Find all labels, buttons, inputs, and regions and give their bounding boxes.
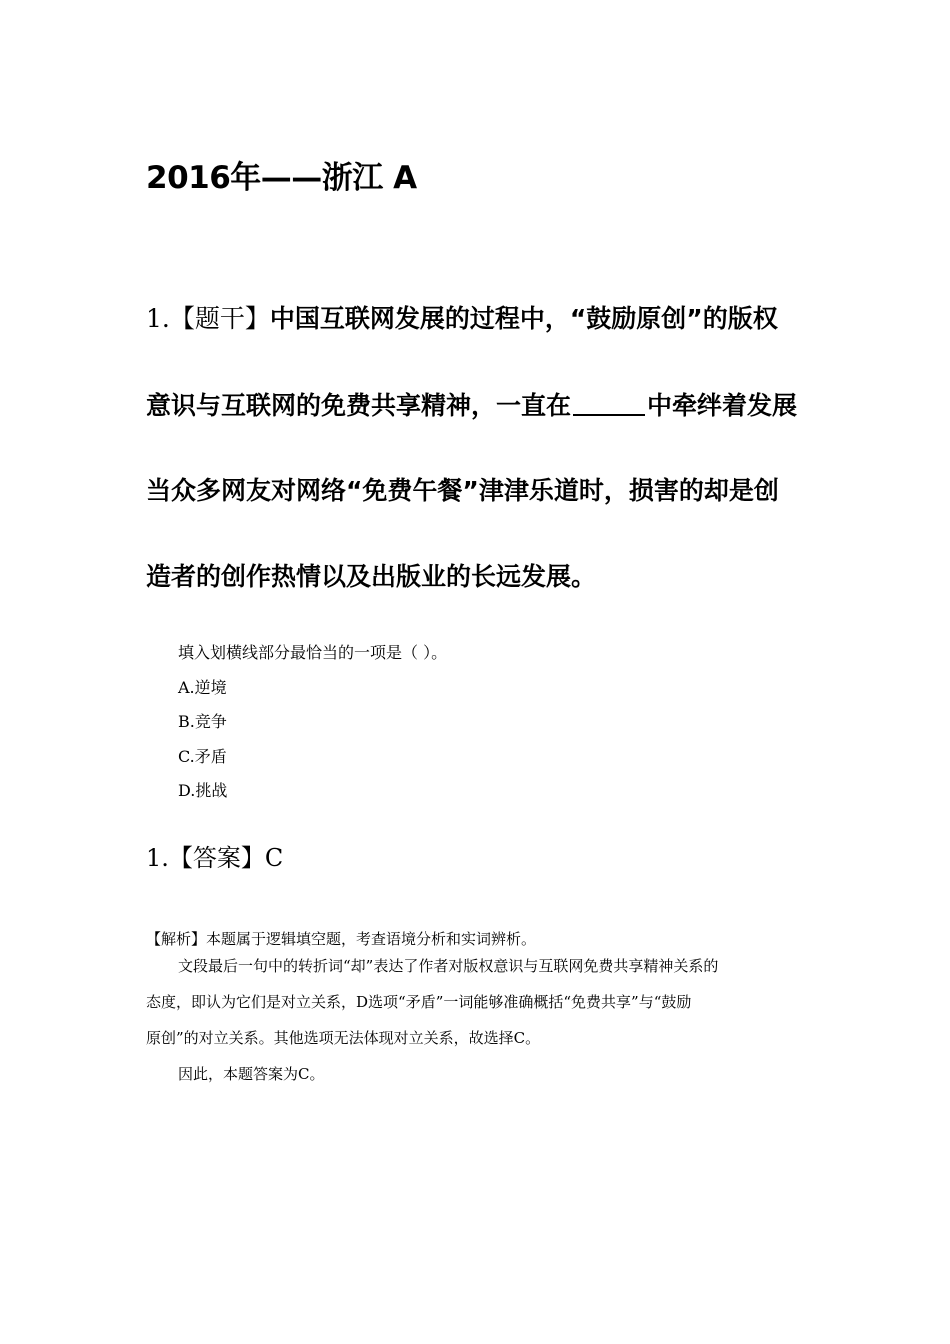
option-c: C.矛盾 — [178, 747, 227, 766]
question-stem-line — [146, 388, 816, 423]
analysis-heading: 【解析】本题属于逻辑填空题，考查语境分析和实词辨析。 — [146, 930, 537, 948]
question-stem-text: 意识与互联网的免费共享精神，一直在 — [146, 391, 572, 420]
analysis-paragraph-line: 态度，即认为它们是对立关系，D选项“矛盾”一词能够准确概括“免费共享”与“鼓励 — [146, 993, 692, 1011]
question-tag: 【题干】 — [169, 304, 270, 333]
question-stem-line: 造者的创作热情以及出版业的长远发展。 — [146, 562, 597, 591]
question-stem-line — [146, 302, 816, 336]
answer-value: C — [264, 844, 284, 872]
option-d: D.挑战 — [178, 781, 228, 800]
question-stem-text: 中国互联网发展的过程中，“鼓励原创”的版权 — [269, 304, 778, 333]
analysis-paragraph-line: 原创”的对立关系。其他选项无法体现对立关系，故选择C。 — [146, 1029, 541, 1047]
option-a: A.逆境 — [178, 678, 227, 697]
page-title: 2016年——浙江 A — [146, 160, 417, 196]
question-stem-text: 中牵绊着发展 — [647, 391, 798, 420]
analysis-paragraph-line: 文段最后一句中的转折词“却”表达了作者对版权意识与互联网免费共享精神关系的 — [178, 957, 719, 975]
option-b: B.竞争 — [178, 712, 227, 731]
answer-number: 1. — [146, 844, 169, 872]
answer-tag: 【答案】 — [168, 844, 265, 872]
question-number: 1. — [146, 304, 170, 333]
answer-line — [146, 842, 283, 874]
question-prompt: 填入划横线部分最恰当的一项是（ ）。 — [178, 643, 448, 662]
analysis-conclusion: 因此，本题答案为C。 — [178, 1065, 325, 1083]
question-stem-line: 当众多网友对网络“免费午餐”津津乐道时，损害的却是创 — [146, 476, 779, 505]
fill-in-blank — [573, 388, 645, 416]
